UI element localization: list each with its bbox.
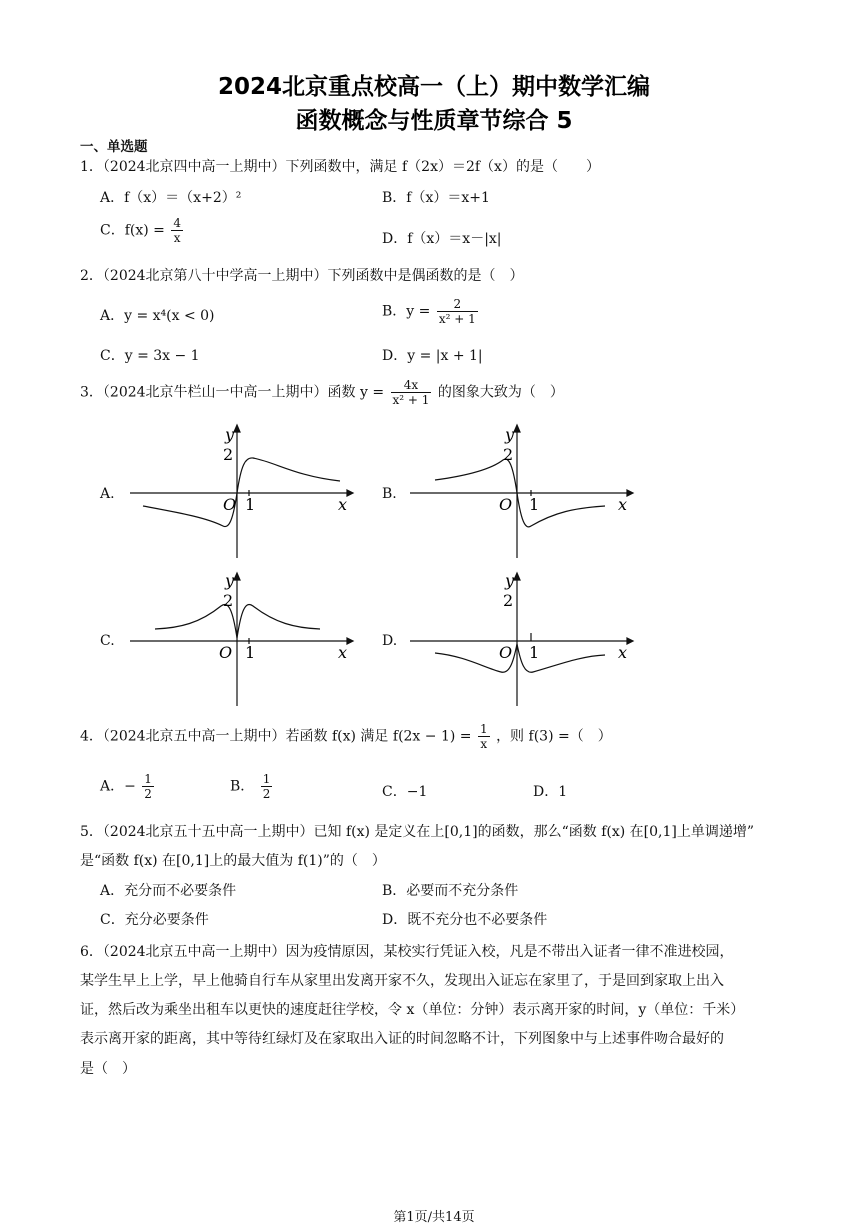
q4-option-c[interactable]: C．−1 (382, 784, 428, 800)
q4-option-b[interactable] (230, 772, 274, 801)
y-axis-arrow (514, 573, 520, 580)
q6-stem-line-5: 是（ ） (80, 1061, 136, 1077)
fraction-numerator: 4x (391, 378, 432, 393)
q3-stem (80, 378, 564, 407)
fraction-numerator: 4 (173, 216, 181, 230)
q2-option-b[interactable] (382, 297, 480, 326)
y-axis-arrow (234, 425, 240, 432)
q3-option-d-label[interactable]: D. (382, 633, 398, 649)
q4-stem-prefix: 4．（2024北京五中高一上期中）若函数 f(x) 满足 f(2x − 1) = (80, 728, 472, 745)
y-axis-label: y (505, 425, 515, 444)
fraction-denominator: x (480, 737, 488, 751)
fraction-denominator: x² + 1 (438, 312, 476, 326)
q4-option-a-label: A．− (100, 778, 136, 795)
q5-option-d[interactable]: D．既不充分也不必要条件 (382, 912, 548, 928)
curve (143, 458, 340, 527)
x-axis-arrow (347, 490, 353, 496)
x-axis-label: x (338, 495, 348, 514)
q2-option-a[interactable]: A．y = x⁴(x < 0) (100, 308, 215, 324)
page-footer: 第1页/共14页 (393, 1210, 475, 1225)
origin-label: O (223, 495, 237, 514)
tick-two-label: 2 (503, 445, 514, 464)
tick-two-label: 2 (223, 445, 234, 464)
y-axis-arrow (234, 573, 240, 580)
tick-two-label: 2 (223, 591, 234, 610)
q4-stem (80, 722, 612, 751)
tick-one-label: 1 (245, 495, 256, 514)
q2-stem: 2．（2024北京第八十中学高一上期中）下列函数中是偶函数的是（ ） (80, 268, 524, 284)
q6-stem-line-3: 证，然后改为乘坐出租车以更快的速度赶往学校，令 x（单位：分钟）表示离开家的时间，y（单位：千米） (80, 1002, 745, 1018)
curve (435, 644, 605, 672)
fraction-denominator: 2 (144, 787, 152, 801)
q5-option-c[interactable]: C．充分必要条件 (100, 912, 209, 928)
fraction-numerator: 1 (262, 772, 271, 786)
x-axis-arrow (347, 638, 353, 644)
fraction-denominator: x² + 1 (392, 393, 430, 407)
q3-option-c-label[interactable]: C. (100, 633, 115, 649)
q4-option-a[interactable] (100, 772, 156, 801)
q1-option-b[interactable]: B．f（x）＝x+1 (382, 190, 490, 206)
q3-option-a-label[interactable]: A. (100, 486, 115, 502)
fraction-numerator: 1 (144, 772, 152, 786)
tick-two-label: 2 (503, 591, 514, 610)
y-axis-arrow (514, 425, 520, 432)
x-axis-label: x (618, 643, 628, 662)
q4-option-d[interactable]: D．1 (533, 784, 568, 800)
q4-option-b-label: B． (230, 778, 255, 795)
q5-stem-line-2: 是“函数 f(x) 在[0,1]上的最大值为 f(1)”的（ ） (80, 853, 386, 869)
fraction-numerator: 1 (479, 722, 488, 736)
q1-option-c[interactable] (100, 216, 185, 245)
y-axis-label: y (225, 571, 235, 590)
q3-graph-c[interactable] (125, 568, 355, 708)
q3-stem-suffix: 的图象大致为（ ） (437, 384, 564, 401)
y-axis-label: y (505, 571, 515, 590)
q2-option-d[interactable]: D．y = |x + 1| (382, 348, 483, 364)
q1-stem: 1．（2024北京四中高一上期中）下列函数中，满足 f（2x）＝2f（x）的是（ ） (80, 159, 600, 175)
q6-stem-line-1: 6．（2024北京五中高一上期中）因为疫情原因，某校实行凭证入校，凡是不带出入证者一律不准进校园， (80, 944, 734, 960)
q4-option-a-fraction (142, 772, 154, 801)
q3-graph-d[interactable] (405, 568, 635, 708)
tick-one-label: 1 (529, 495, 540, 514)
q2-option-c[interactable]: C．y = 3x − 1 (100, 348, 200, 364)
q5-option-a[interactable]: A．充分而不必要条件 (100, 883, 237, 899)
q2-option-b-label: B．y = (382, 303, 431, 320)
q3-stem-prefix: 3．（2024北京牛栏山一中高一上期中）函数 y = (80, 384, 385, 401)
section-heading: 一、单选题 (80, 139, 148, 155)
q5-stem-line-1: 5．（2024北京五十五中高一上期中）已知 f(x) 是定义在上[0,1]的函数，那么“函数 f(x) 在[0,1]上单调递增” (80, 824, 755, 840)
q1-option-d[interactable]: D．f（x）＝x－|x| (382, 231, 502, 247)
x-axis-arrow (627, 490, 633, 496)
q4-stem-fraction (478, 722, 490, 751)
q5-option-b[interactable]: B．必要而不充分条件 (382, 883, 519, 899)
origin-label: O (499, 495, 513, 514)
q1-option-c-label: C．f(x) = (100, 222, 165, 239)
tick-one-label: 1 (529, 643, 540, 662)
q2-option-b-fraction (437, 297, 478, 326)
origin-label: O (219, 643, 233, 662)
q4-stem-suffix: ，则 f(3) =（ ） (496, 728, 612, 745)
q3-graph-b[interactable] (405, 420, 635, 560)
q3-option-b-label[interactable]: B. (382, 486, 397, 502)
x-axis-arrow (627, 638, 633, 644)
fraction-denominator: 2 (262, 787, 271, 801)
q3-stem-fraction (391, 378, 432, 407)
title-line-2: 函数概念与性质章节综合 5 (295, 108, 573, 134)
tick-one-label: 1 (245, 643, 256, 662)
y-axis-label: y (225, 425, 235, 444)
title-line-1: 2024北京重点校高一（上）期中数学汇编 (217, 74, 650, 100)
q6-stem-line-2: 某学生早上上学，早上他骑自行车从家里出发离开家不久，发现出入证忘在家里了，于是回到家取上出入 (80, 973, 724, 989)
fraction-numerator: 2 (437, 297, 478, 312)
q6-stem-line-4: 表示离开家的距离，其中等待红绿灯及在家取出入证的时间忽略不计，下列图象中与上述事件吻合最好的 (80, 1031, 724, 1047)
fraction-denominator: x (173, 231, 181, 245)
x-axis-label: x (338, 643, 348, 662)
x-axis-label: x (618, 495, 628, 514)
origin-label: O (499, 643, 513, 662)
q1-option-a[interactable]: A．f（x）＝（x+2）² (100, 190, 242, 206)
q1-option-c-fraction (171, 216, 183, 245)
q3-graph-a[interactable] (125, 420, 355, 560)
q4-option-b-fraction (261, 772, 273, 801)
